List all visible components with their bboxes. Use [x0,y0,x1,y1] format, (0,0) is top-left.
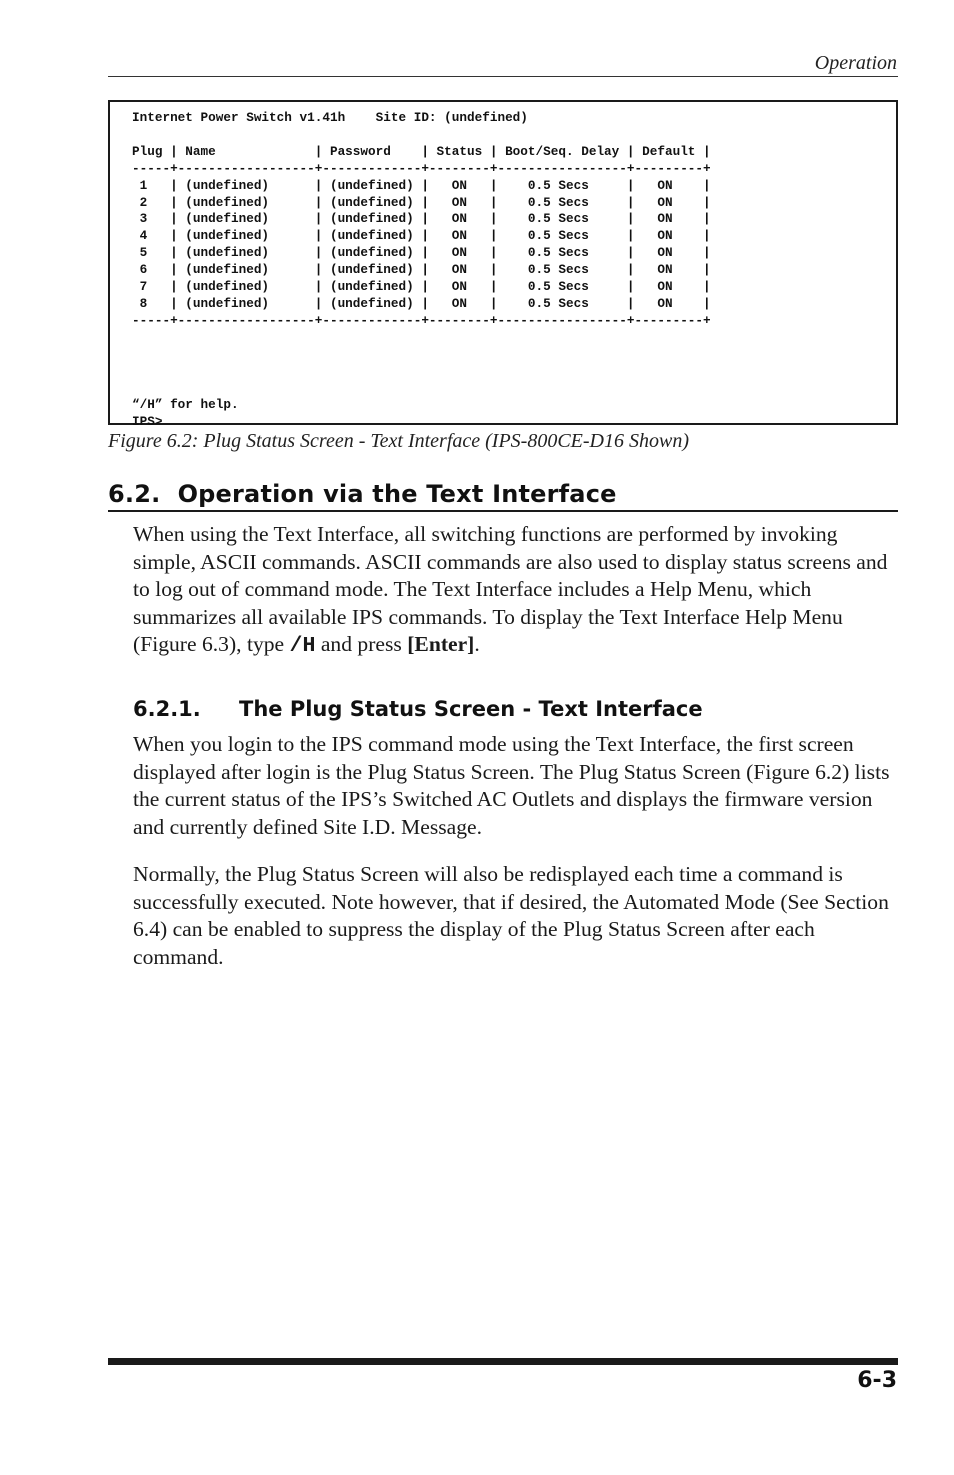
help-command: /H [289,634,316,659]
subsection-number: 6.2.1. [133,697,201,721]
section-number: 6.2. [108,480,161,508]
figure-caption: Figure 6.2: Plug Status Screen - Text Interface (IPS-800CE-D16 Shown) [108,430,689,452]
section-title: Operation via the Text Interface [177,480,617,508]
subsection-paragraph-2: Normally, the Plug Status Screen will also be redisplayed each time a command is successfully executed. Note however, that if desired, the Automated Mode (See Section 6.4) can be enabled to suppress the display of the Plug Status Screen after each command. [133,862,889,969]
enter-key: [Enter] [407,632,475,657]
running-header: Operation [814,52,897,74]
page-number: 6-3 [857,1368,897,1393]
terminal-text: Internet Power Switch v1.41h Site ID: (undefined) Plug | Name | Password | Status | Boot/Seq. Delay | Default | -----+------------------+-------------+--------+-----------------+---------+ 1 | (undefined) | (undefined) | ON | 0.5 Secs | ON | 2 | (undefined) | (undefined) | ON | 0.5 Secs | ON | 3 | (undefined) | (undefined) | ON | 0.5 Secs | ON | 4 | (undefined) | (undefined) | ON | 0.5 Secs | ON | 5 | (undefined) | (undefined) | ON | 0.5 Secs | ON | 6 | (undefined) | (undefined) | ON | 0.5 Secs | ON | 7 | (undefined) | (undefined) | ON | 0.5 Secs | ON | 8 | (undefined) | (undefined) | ON | 0.5 Secs | ON | -----+------------------+-------------+--------+-----------------+---------+ “/H” for help. IPS> [132,110,711,430]
paragraph-text: When using the Text Interface, all switching functions are performed by invoking simple, ASCII commands. ASCII commands are also used to display status screens and to log out of command mode. The Text Interface includes a Help Menu, which summarizes all available IPS commands. To display the Text Interface Help Menu (Figure 6.3), type [133,522,888,657]
footer-rule [108,1358,898,1365]
paragraph-text: . [474,632,480,657]
subsection-heading [133,697,703,721]
subsection-paragraph-1: When you login to the IPS command mode using the Text Interface, the first screen displayed after login is the Plug Status Screen. The Plug Status Screen (Figure 6.2) lists the current status of the IPS’s Switched AC Outlets and displays the firmware version and currently defined Site I.D. Message. [133,732,890,839]
header-rule [108,76,898,77]
subsection-title: The Plug Status Screen - Text Interface [239,697,703,721]
section-paragraph [133,521,903,661]
terminal-screen [108,100,898,430]
paragraph-text: and press [315,632,408,657]
section-heading [108,480,898,512]
